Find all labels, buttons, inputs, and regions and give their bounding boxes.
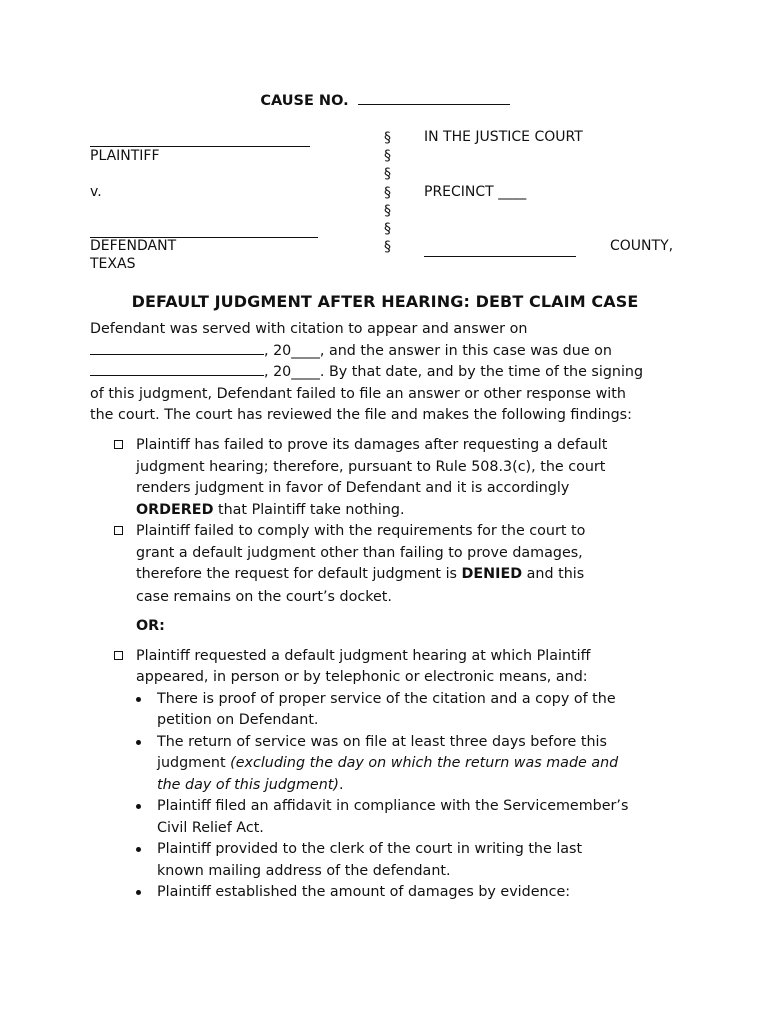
bullet-icon [136,740,141,745]
intro-line: Defendant was served with citation to appear and answer on [90,321,528,337]
answer-date-blank[interactable] [90,363,264,376]
list-item: Plaintiff provided to the clerk of the court in writing the last known mailing address of the defendant. [112,839,692,882]
findings-options [112,435,692,904]
service-year-blank[interactable]: ____ [291,342,320,359]
precinct-blank[interactable]: ____ [498,184,527,200]
intro-line: of this judgment, Defendant failed to file an answer or other response with [90,385,626,402]
answer-year-blank[interactable]: ____ [291,364,320,380]
option-denied: Plaintiff failed to comply with the requirements for the court to grant a default judgment other than failing to prove damages, therefore the request for default judgment is DENIED and this case remains on the court’s docket. [112,521,692,608]
section-mark: § [384,202,391,219]
intro-line: the court. The court has reviewed the file and makes the following findings: [90,407,632,423]
hearing-findings-list [112,689,692,904]
checkbox-take-nothing[interactable] [114,440,123,449]
denied-word: DENIED [461,566,523,582]
bullet-icon [136,890,141,895]
precinct-field [424,184,526,200]
section-mark: § [384,221,391,238]
list-item: Plaintiff established the amount of damages by evidence: [112,882,692,904]
county-label: COUNTY, [610,238,674,254]
court-label: IN THE JUSTICE COURT [424,129,583,145]
bullet-icon [136,804,141,809]
intro-line: , 20____. By that date, and by the time of the signing [90,362,690,384]
section-mark: § [384,184,391,201]
plaintiff-label: PLAINTIFF [90,148,160,164]
cause-label: CAUSE NO. [260,93,349,109]
texas-label: TEXAS [90,256,136,272]
section-mark: § [384,148,391,165]
intro-line: , 20____, and the answer in this case was due on [90,341,690,363]
cause-number-blank[interactable] [358,103,510,105]
cause-number [0,93,770,109]
bullet-icon [136,697,141,702]
checkbox-hearing[interactable] [114,651,123,660]
checkbox-denied[interactable] [114,526,123,535]
versus-label: v. [90,184,102,200]
list-item: Plaintiff filed an affidavit in compliance with the Servicemember’s Civil Relief Act. [112,796,692,839]
section-mark: § [384,239,391,256]
list-item: There is proof of proper service of the citation and a copy of the petition on Defendant. [112,689,692,732]
section-marks-column [384,129,391,256]
bullet-icon [136,847,141,852]
list-item: The return of service was on file at least three days before this judgment (excluding the day on which the return was made and the day of this judgment). [112,732,692,797]
or-label: OR: [136,618,165,634]
precinct-label: PRECINCT [424,184,494,200]
intro-paragraph [90,319,690,427]
plaintiff-name-blank[interactable] [90,146,310,147]
section-mark: § [384,166,391,183]
defendant-label: DEFENDANT [90,238,177,254]
option-take-nothing: Plaintiff has failed to prove its damages after requesting a default judgment hearing; therefore, pursuant to Rule 508.3(c), the court renders judgment in favor of Defendant and it is accordingly ORDERED that Plaintiff take nothing. [112,435,692,521]
ordered-word: ORDERED [136,501,214,518]
county-name-blank[interactable] [424,256,576,257]
service-date-blank[interactable] [90,342,264,355]
option-hearing: Plaintiff requested a default judgment hearing at which Plaintiff appeared, in person or by telephonic or electronic means, and: There is proof of proper service of the citation and a copy of the petition on Defendant. The return of service was on file at least three days before this judgment (excluding the day on which the return was made and the day of this judgment). Plaintiff filed an affidavit in compliance with the Servicemember’s Civil Relief Act. Plaintiff provided to the clerk of the court in writing the last known mailing address of the defendant. Plaintiff established the amount of damages by evidence: [112,646,692,904]
document-title: DEFAULT JUDGMENT AFTER HEARING: DEBT CLAIM CASE [131,292,639,311]
section-mark: § [384,130,391,146]
